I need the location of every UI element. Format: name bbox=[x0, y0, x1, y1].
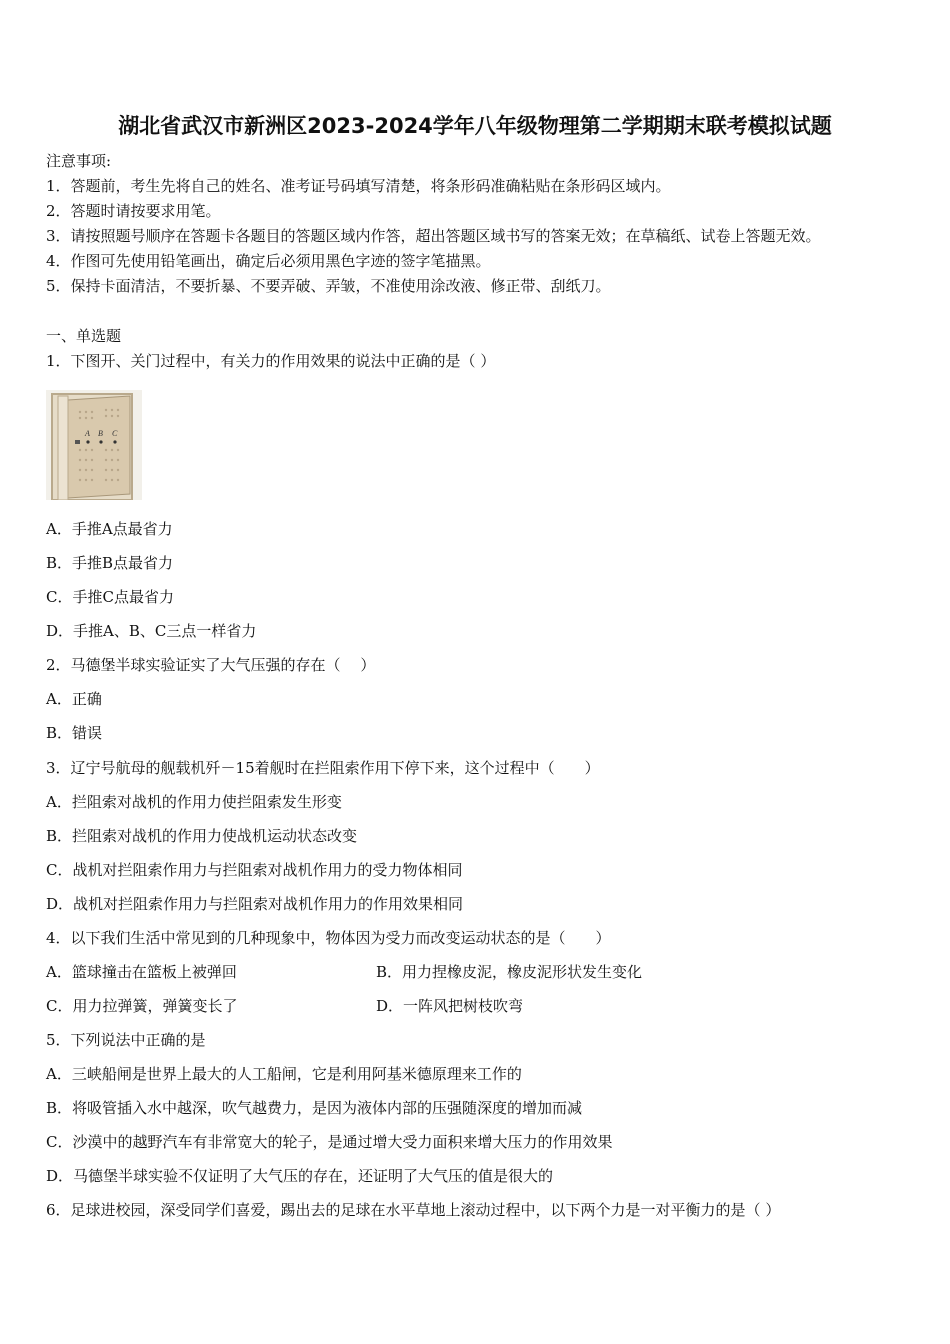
question-5-option-c: C．沙漠中的越野汽车有非常宽大的轮子，是通过增大受力面积来增大压力的作用效果 bbox=[46, 1133, 613, 1151]
notice-item: 2．答题时请按要求用笔。 bbox=[46, 202, 221, 220]
door-label-b: B bbox=[98, 429, 103, 438]
question-1-option-d: D．手推A、B、C三点一样省力 bbox=[46, 622, 257, 640]
question-4-option-d: D．一阵风把树枝吹弯 bbox=[376, 997, 524, 1015]
door-illustration bbox=[46, 390, 142, 500]
question-4-option-a: A．篮球撞击在篮板上被弹回 bbox=[46, 963, 237, 981]
question-4-option-c: C．用力拉弹簧，弹簧变长了 bbox=[46, 997, 238, 1015]
notice-item: 1．答题前，考生先将自己的姓名、准考证号码填写清楚，将条形码准确粘贴在条形码区域内。 bbox=[46, 177, 671, 195]
section-heading: 一、单选题 bbox=[46, 327, 122, 345]
question-4-stem: 4．以下我们生活中常见到的几种现象中，物体因为受力而改变运动状态的是（ ） bbox=[46, 929, 611, 947]
question-1-option-c: C．手推C点最省力 bbox=[46, 588, 174, 606]
question-5-option-d: D．马德堡半球实验不仅证明了大气压的存在，还证明了大气压的值是很大的 bbox=[46, 1167, 554, 1185]
question-3-option-c: C．战机对拦阻索作用力与拦阻索对战机作用力的受力物体相同 bbox=[46, 861, 463, 879]
question-2-stem: 2．马德堡半球实验证实了大气压强的存在（ ） bbox=[46, 656, 376, 674]
notice-heading: 注意事项: bbox=[46, 152, 112, 170]
question-1-option-a: A．手推A点最省力 bbox=[46, 520, 173, 538]
door-label-a: A bbox=[85, 429, 90, 438]
page-title: 湖北省武汉市新洲区2023-2024学年八年级物理第二学期期末联考模拟试题 bbox=[118, 114, 832, 138]
question-1-option-b: B．手推B点最省力 bbox=[46, 554, 174, 572]
question-4-option-b: B．用力捏橡皮泥，橡皮泥形状发生变化 bbox=[376, 963, 643, 981]
question-3-option-d: D．战机对拦阻索作用力与拦阻索对战机作用力的作用效果相同 bbox=[46, 895, 464, 913]
question-1-stem: 1．下图开、关门过程中，有关力的作用效果的说法中正确的是（ ） bbox=[46, 352, 496, 370]
notice-item: 4．作图可先使用铅笔画出，确定后必须用黑色字迹的签字笔描黑。 bbox=[46, 252, 491, 270]
question-5-stem: 5．下列说法中正确的是 bbox=[46, 1031, 206, 1049]
question-3-option-b: B．拦阻索对战机的作用力使战机运动状态改变 bbox=[46, 827, 358, 845]
door-label-c: C bbox=[112, 429, 118, 438]
question-3-stem: 3．辽宁号航母的舰载机歼－15着舰时在拦阻索作用下停下来，这个过程中（ ） bbox=[46, 759, 600, 777]
door-figure bbox=[46, 390, 142, 500]
question-3-option-a: A．拦阻索对战机的作用力使拦阻索发生形变 bbox=[46, 793, 342, 811]
question-5-option-b: B．将吸管插入水中越深，吹气越费力，是因为液体内部的压强随深度的增加而减 bbox=[46, 1099, 583, 1117]
question-2-option-a: A．正确 bbox=[46, 690, 102, 708]
question-5-option-a: A．三峡船闸是世界上最大的人工船闸，它是利用阿基米德原理来工作的 bbox=[46, 1065, 522, 1083]
notice-item: 5．保持卡面清洁，不要折暴、不要弄破、弄皱，不准使用涂改液、修正带、刮纸刀。 bbox=[46, 277, 611, 295]
notice-item: 3．请按照题号顺序在答题卡各题目的答题区域内作答，超出答题区域书写的答案无效；在草稿纸、试卷上答题无效。 bbox=[46, 227, 821, 245]
question-2-option-b: B．错误 bbox=[46, 724, 103, 742]
question-6-stem: 6．足球进校园，深受同学们喜爱，踢出去的足球在水平草地上滚动过程中，以下两个力是一对平衡力的是（ ） bbox=[46, 1201, 781, 1219]
